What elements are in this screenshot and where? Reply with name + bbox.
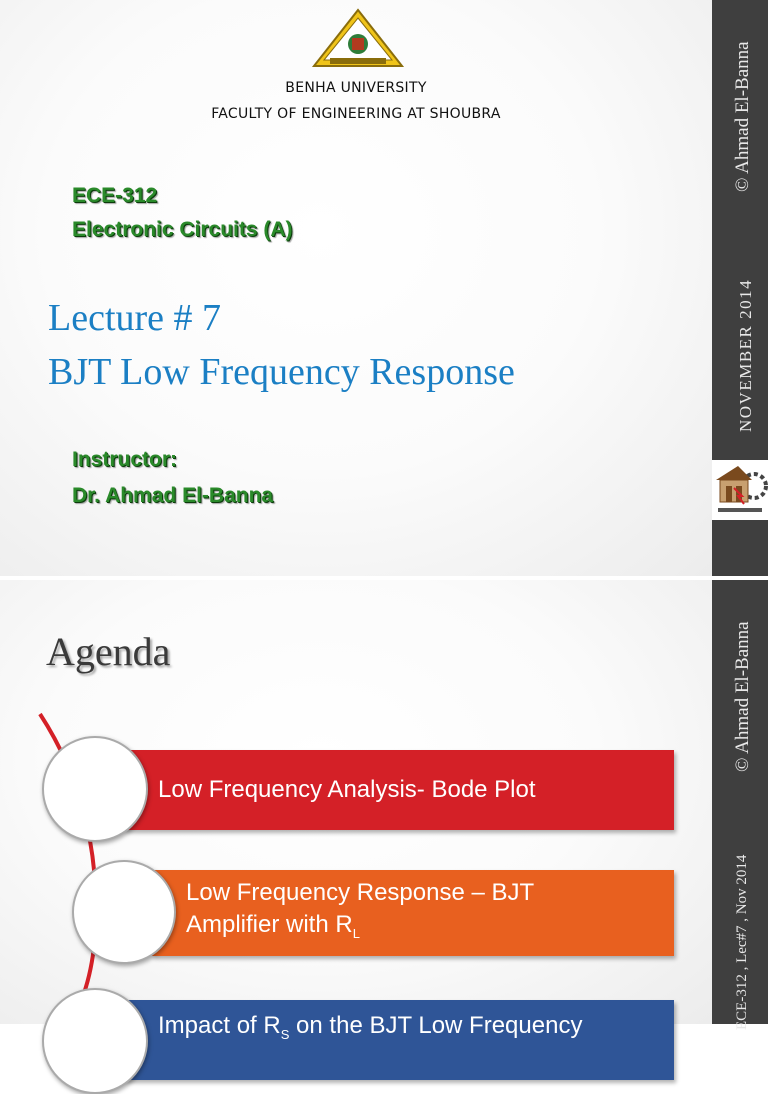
instructor-name: Dr. Ahmad El-Banna: [72, 484, 274, 507]
university-name: BENHA UNIVERSITY: [285, 80, 427, 96]
agenda-item-1-label: Low Frequency Analysis- Bode Plot: [158, 776, 536, 803]
sidebar-copyright: © Ahmad El-Banna: [732, 41, 753, 192]
course-code: ECE-312: [72, 184, 158, 207]
agenda-item-3-text: Impact of R: [158, 1012, 281, 1039]
agenda-item-3-bullet: [42, 988, 148, 1094]
agenda-item-3-text-after: on the BJT Low Frequency: [289, 1012, 583, 1039]
sidebar-date: NOVEMBER 2014: [736, 278, 755, 432]
faculty-name: FACULTY OF ENGINEERING AT SHOUBRA: [211, 106, 501, 122]
slide2-sidebar: [712, 580, 768, 1030]
agenda-item-3-sub: S: [280, 1026, 290, 1042]
agenda-item-2-label-line2: [186, 909, 674, 950]
slide1-sidebar: [712, 0, 768, 576]
university-logo: [312, 8, 404, 70]
agenda-item-3-label: [158, 1010, 674, 1051]
agenda-slide: [0, 580, 712, 1042]
agenda-item-2-sub: L: [352, 925, 360, 941]
agenda-item-2[interactable]: [152, 870, 674, 956]
instructor-label: Instructor:: [72, 448, 177, 471]
agenda-item-2-label-line1: Low Frequency Response – BJT: [186, 878, 535, 906]
agenda-item-2-text2: Amplifier with R: [186, 910, 353, 938]
faculty-logo: [712, 460, 768, 520]
faculty-logo-icon: [712, 460, 768, 520]
lecture-number: Lecture # 7: [48, 297, 222, 339]
agenda-title: Agenda: [46, 629, 171, 674]
agenda-item-1-bullet: [42, 736, 148, 842]
sidebar-footer: ECE-312 , Lec#7 , Nov 2014: [734, 854, 750, 1030]
sidebar-copyright-2: © Ahmad El-Banna: [732, 621, 753, 772]
course-name: Electronic Circuits (A): [72, 218, 293, 241]
agenda-item-3[interactable]: [124, 1000, 674, 1080]
title-slide: [0, 0, 712, 576]
agenda-item-2-bullet: [72, 860, 176, 964]
agenda-item-1[interactable]: [124, 750, 674, 830]
lecture-title: BJT Low Frequency Response: [48, 351, 515, 393]
